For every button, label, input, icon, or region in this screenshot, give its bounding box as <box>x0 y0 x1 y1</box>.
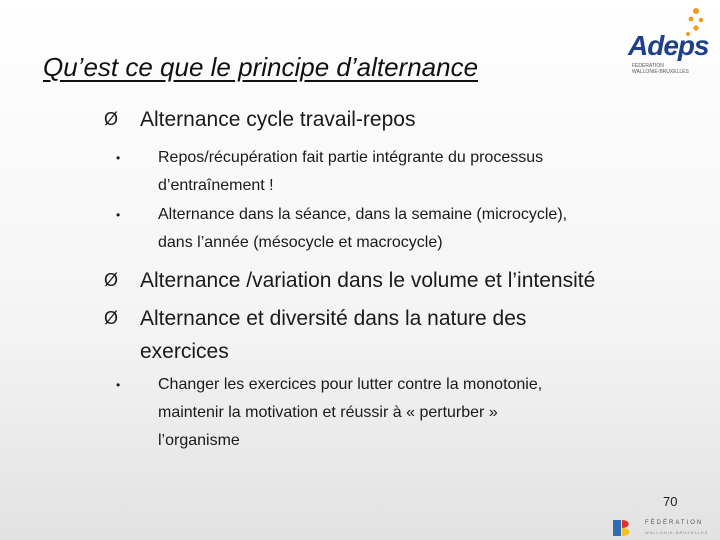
dot-bullet-icon: • <box>116 208 121 222</box>
logo-wordmark: Adeps <box>628 30 709 61</box>
footer-sublabel: WALLONIE-BRUXELLES <box>645 530 709 535</box>
arrow-bullet-icon: Ø <box>104 109 119 129</box>
footer-label: FÉDÉRATION <box>645 520 704 526</box>
sub-bullet-line: dans l’année (mésocycle et macrocycle) <box>158 234 443 251</box>
sub-bullet-line: Repos/récupération fait partie intégrante du processus <box>158 149 544 166</box>
federation-emblem-icon <box>609 516 639 540</box>
federation-logo <box>609 516 719 540</box>
dot-bullet-icon: • <box>116 151 121 165</box>
arrow-bullet-icon: Ø <box>104 308 119 328</box>
sub-bullet-line: l’organisme <box>158 432 240 449</box>
bullet-3-text: exercices <box>140 340 229 363</box>
sub-bullet-line: Changer les exercices pour lutter contre la monotonie, <box>158 376 543 393</box>
sub-bullet-line: maintenir la motivation et réussir à « perturber » <box>158 404 498 421</box>
bullet-3-text: Alternance et diversité dans la nature des <box>140 307 527 330</box>
dot-bullet-icon: • <box>116 378 121 392</box>
sub-bullet-line: d’entraînement ! <box>158 177 274 194</box>
bullet-1-text: Alternance cycle travail-repos <box>140 108 416 131</box>
page-title: Qu’est ce que le principe d’alternance <box>43 52 479 82</box>
adeps-logo <box>622 6 712 75</box>
logo-subtitle: FÉDÉRATION WALLONIE-BRUXELLES <box>632 63 689 75</box>
page-number: 70 <box>663 494 678 509</box>
sub-bullet-line: Alternance dans la séance, dans la semaine (microcycle), <box>158 206 568 223</box>
arrow-bullet-icon: Ø <box>104 270 119 290</box>
bullet-2-text: Alternance /variation dans le volume et l’intensité <box>140 269 596 292</box>
